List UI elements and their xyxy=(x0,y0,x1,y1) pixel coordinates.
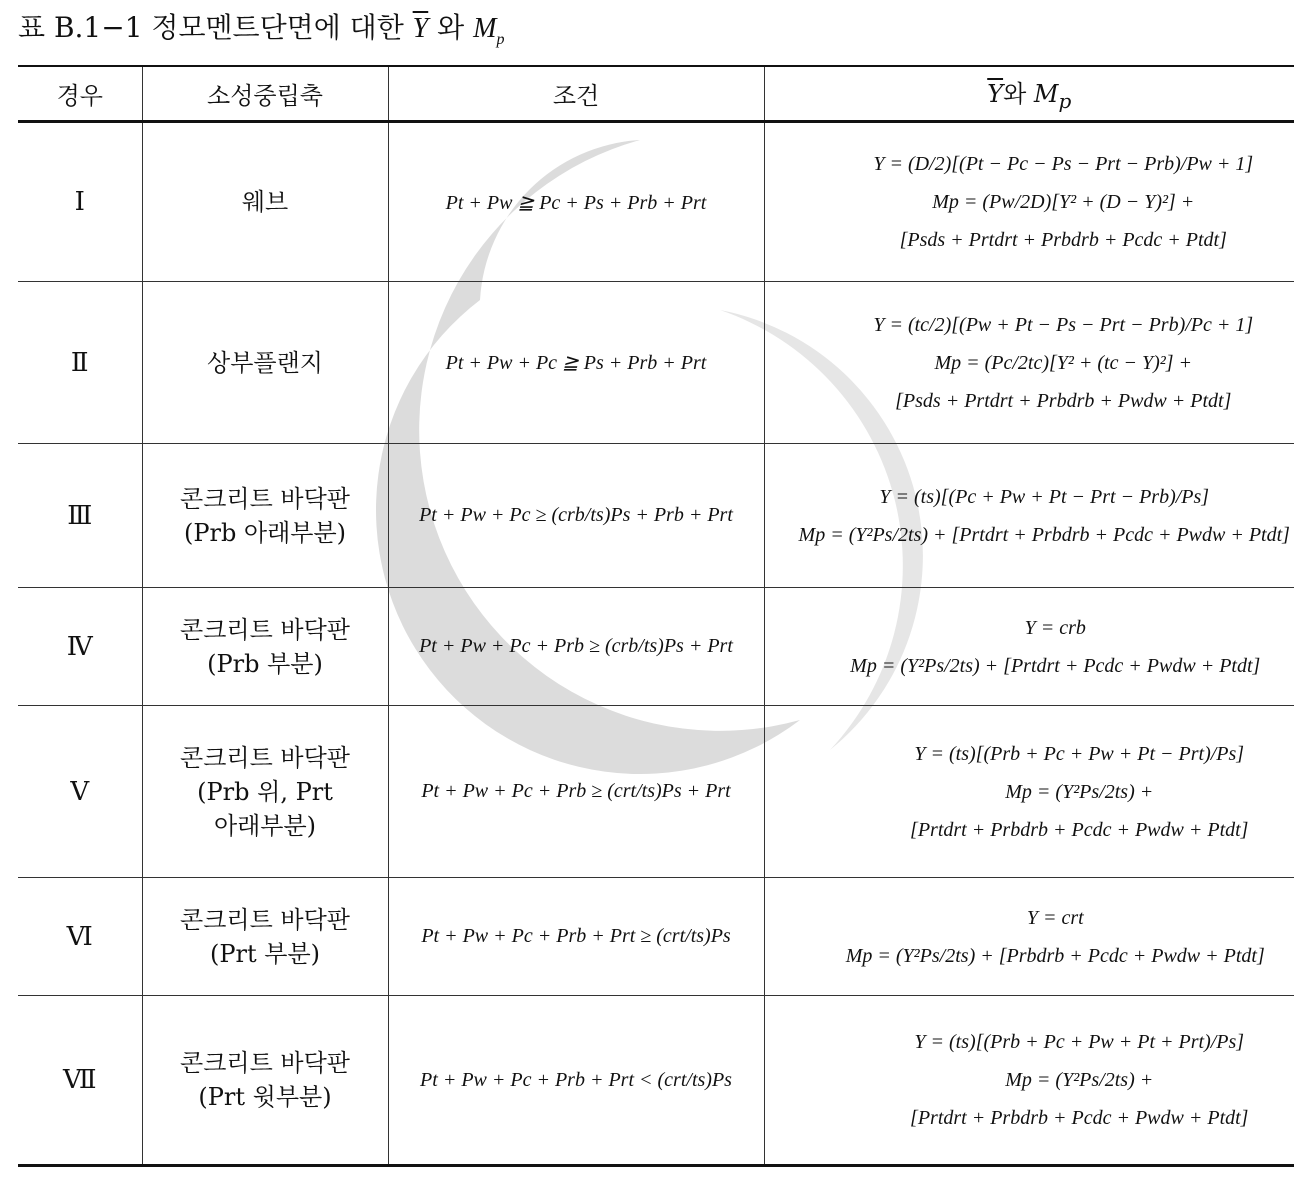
formula-cell xyxy=(764,996,1294,1166)
formula-line: Y = crb xyxy=(1024,616,1086,639)
table-title xyxy=(18,6,504,49)
table-row xyxy=(18,878,1294,996)
title-m-symbol: M xyxy=(473,13,497,44)
formula-line: [Prtdrt + Prbdrb + Pcdc + Pwdw + Ptdt] xyxy=(910,818,1249,841)
title-m-subscript: p xyxy=(496,30,505,48)
header-case: 경우 xyxy=(18,66,142,122)
axis-line: 콘크리트 바닥판 xyxy=(180,484,350,513)
axis-cell xyxy=(142,588,388,706)
condition-cell: Pt + Pw + Pc ≧ Ps + Prb + Prt xyxy=(388,282,764,444)
axis-line: 콘크리트 바닥판 xyxy=(180,743,350,772)
formula-line: [Psds + Prtdrt + Prbdrb + Pcdc + Ptdt] xyxy=(899,229,1227,251)
header-row xyxy=(18,66,1294,122)
formula-line: Y = (tc/2)[(Pw + Pt − Ps − Prt − Prb)/Pc + 1] xyxy=(873,313,1254,336)
axis-line: (Prt 윗부분) xyxy=(198,1083,332,1111)
header-axis: 소성중립축 xyxy=(142,66,388,122)
axis-cell xyxy=(142,996,388,1166)
title-y-symbol: $\overline{Y}$ xyxy=(412,13,429,44)
formula-line: Y = crt xyxy=(1026,906,1084,929)
case-cell: Ⅱ xyxy=(18,282,142,444)
formula-line: Mp = (Y²Ps/2ts) + xyxy=(1005,1069,1154,1091)
formula-line: Y = (D/2)[(Pt − Pc − Ps − Prt − Prb)/Pw + 1] xyxy=(873,153,1254,175)
formula-line: Mp = (Pc/2tc)[Y² + (tc − Y)²] + xyxy=(934,351,1193,374)
table-row xyxy=(18,996,1294,1166)
formula-line: Y = (ts)[(Prb + Pc + Pw + Pt + Prt)/Ps] xyxy=(914,1031,1245,1053)
condition-cell: Pt + Pw + Pc + Prb + Prt < (crt/ts)Ps xyxy=(388,996,764,1166)
mp-table xyxy=(18,65,1294,1167)
formula-cell xyxy=(764,878,1294,996)
axis-line: 콘크리트 바닥판 xyxy=(180,1049,350,1077)
formula-cell xyxy=(764,282,1294,444)
condition-cell: Pt + Pw ≧ Pc + Ps + Prb + Prt xyxy=(388,122,764,282)
formula-cell xyxy=(764,588,1294,706)
case-cell: Ⅴ xyxy=(18,706,142,878)
condition-cell: Pt + Pw + Pc + Prb + Prt ≥ (crt/ts)Ps xyxy=(388,878,764,996)
table-row xyxy=(18,444,1294,588)
formula-line: Mp = (Y²Ps/2ts) + [Prtdrt + Prbdrb + Pcdc + Pwdw + Ptdt] xyxy=(798,523,1290,546)
condition-cell: Pt + Pw + Pc + Prb ≥ (crt/ts)Ps + Prt xyxy=(388,706,764,878)
header-mid: 와 xyxy=(1003,80,1027,109)
formula-line: [Prtdrt + Prbdrb + Pcdc + Pwdw + Ptdt] xyxy=(910,1107,1249,1129)
axis-line: 아래부분) xyxy=(213,811,317,840)
formula-line: Mp = (Y²Ps/2ts) + xyxy=(1005,780,1154,803)
axis-line: 웨브 xyxy=(241,188,289,216)
condition-cell: Pt + Pw + Pc ≥ (crb/ts)Ps + Prb + Prt xyxy=(388,444,764,588)
axis-cell xyxy=(142,444,388,588)
formula-cell xyxy=(764,122,1294,282)
case-cell: Ⅵ xyxy=(18,878,142,996)
table-row xyxy=(18,588,1294,706)
case-cell: Ⅶ xyxy=(18,996,142,1166)
header-condition: 조건 xyxy=(388,66,764,122)
condition-cell: Pt + Pw + Pc + Prb ≥ (crb/ts)Ps + Prt xyxy=(388,588,764,706)
axis-line: (Prb 아래부분) xyxy=(183,518,347,547)
formula-line: Mp = (Pw/2D)[Y² + (D − Y)²] + xyxy=(932,191,1195,213)
axis-line: 콘크리트 바닥판 xyxy=(180,905,350,934)
title-mid: 와 xyxy=(437,11,465,44)
case-cell: Ⅰ xyxy=(18,122,142,282)
formula-cell xyxy=(764,706,1294,878)
axis-line: (Prt 부분) xyxy=(210,939,320,968)
formula-line: Y = (ts)[(Pc + Pw + Pt − Prt − Prb)/Ps] xyxy=(879,485,1210,508)
axis-line: 콘크리트 바닥판 xyxy=(180,615,350,644)
header-formula xyxy=(764,66,1294,122)
case-cell: Ⅲ xyxy=(18,444,142,588)
table-row xyxy=(18,706,1294,878)
axis-line: (Prb 부분) xyxy=(207,649,323,678)
header-m: M xyxy=(1033,80,1059,109)
title-prefix: 표 B.1−1 정모멘트단면에 대한 xyxy=(18,11,404,44)
case-cell: Ⅳ xyxy=(18,588,142,706)
axis-cell xyxy=(142,878,388,996)
table-row xyxy=(18,282,1294,444)
formula-line: [Psds + Prtdrt + Prbdrb + Pwdw + Ptdt] xyxy=(895,389,1232,412)
table-row xyxy=(18,122,1294,282)
formula-cell xyxy=(764,444,1294,588)
axis-cell xyxy=(142,706,388,878)
axis-cell xyxy=(142,282,388,444)
formula-line: Mp = (Y²Ps/2ts) + [Prtdrt + Pcdc + Pwdw + Ptdt] xyxy=(850,654,1261,677)
header-y: $\overline{Y}$ xyxy=(987,80,1004,109)
axis-line: 상부플랜지 xyxy=(207,348,323,377)
formula-line: Mp = (Y²Ps/2ts) + [Prbdrb + Pcdc + Pwdw + Ptdt] xyxy=(845,944,1265,967)
header-m-sub: p xyxy=(1058,88,1072,113)
axis-line: (Prb 위, Prt xyxy=(197,777,333,806)
formula-line: Y = (ts)[(Prb + Pc + Pw + Pt − Prt)/Ps] xyxy=(914,742,1245,765)
axis-cell xyxy=(142,122,388,282)
